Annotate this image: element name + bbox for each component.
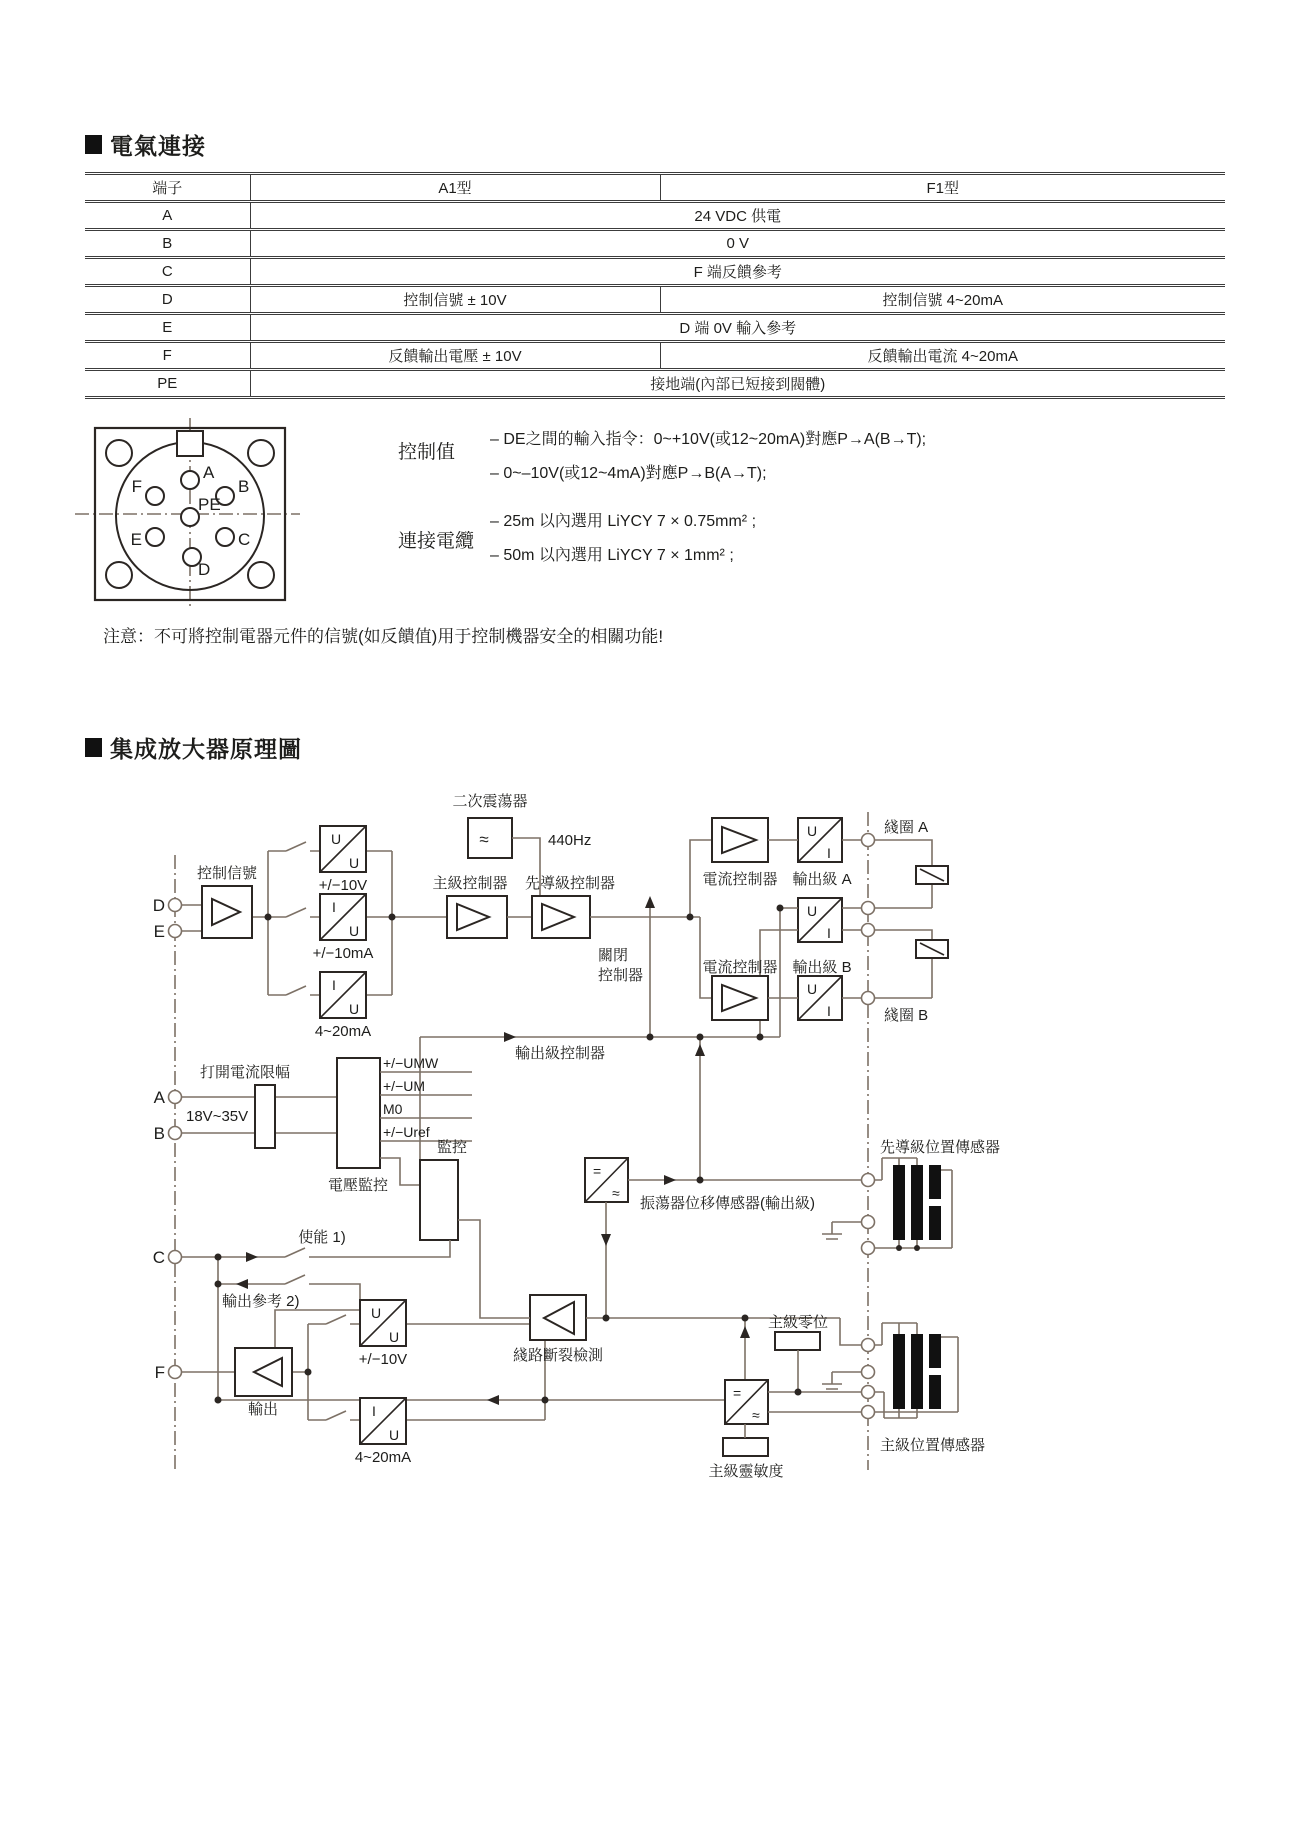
main-zero-label: 主級零位 <box>767 1314 829 1331</box>
block-letter: U <box>807 903 818 919</box>
block-letter: U <box>371 1305 382 1321</box>
block-letter: ≈ <box>612 1185 620 1201</box>
pin-label-a: A <box>203 463 215 482</box>
cell-terminal: C <box>85 258 250 286</box>
pin-label-d: D <box>198 560 211 579</box>
block-letter: U <box>807 823 818 839</box>
umw-label: +/−UMW <box>383 1055 439 1071</box>
connector-diagram <box>75 418 300 610</box>
oscillator-symbol: ≈ <box>479 830 489 849</box>
pilot-position-sensor-label: 先導級位置傳感器 <box>880 1139 1001 1156</box>
output-stage-a-label: 輸出級 A <box>792 871 852 888</box>
monitor-label: 監控 <box>436 1139 468 1156</box>
range-10v-label: +/−10V <box>318 877 368 894</box>
cell-terminal: F <box>85 342 250 370</box>
block-letter: I <box>372 1403 376 1419</box>
terminal-e-label: E <box>153 922 165 941</box>
coil-b-label: 綫圈 B <box>884 1007 929 1024</box>
supply-range-label: 18V~35V <box>186 1108 249 1125</box>
output-stage-controller-label: 輸出級控制器 <box>514 1045 606 1062</box>
pin-label-f: F <box>131 477 142 496</box>
output-ref-label: 輸出參考 2) <box>222 1293 300 1310</box>
cell-terminal: A <box>85 202 250 230</box>
uref-label: +/−Uref <box>383 1124 430 1140</box>
main-sensitivity-label: 主級靈敏度 <box>708 1463 784 1480</box>
m0-label: M0 <box>383 1101 403 1117</box>
cell-terminal: PE <box>85 370 250 398</box>
amplifier-schematic <box>153 792 1000 1480</box>
cable-item: – 25m 以內選用 LiYCY 7 × 0.75mm² ; <box>490 513 757 530</box>
output-label: 輸出 <box>247 1401 279 1418</box>
range-420ma-label: 4~20mA <box>314 1023 372 1040</box>
wire-break-label: 綫路斷裂檢測 <box>512 1347 604 1364</box>
osc-displacement-sensor-label: 振蕩器位移傳感器(輸出級) <box>640 1195 815 1212</box>
pilot-controller-label: 先導級控制器 <box>524 875 616 892</box>
block-letter: U <box>349 1001 360 1017</box>
block-letter: U <box>331 831 342 847</box>
col-header-terminal: 端子 <box>85 174 250 202</box>
section-title: 電氣連接 <box>110 133 206 159</box>
pin-label-e: E <box>130 530 142 549</box>
cell-value: 控制信號 ± 10V <box>250 286 660 314</box>
cell-value: F 端反饋參考 <box>250 258 1225 286</box>
cell-terminal: B <box>85 230 250 258</box>
section-title: 集成放大器原理圖 <box>110 736 302 762</box>
f-range-420ma-label: 4~20mA <box>354 1449 412 1466</box>
cell-value: 反饋輸出電壓 ± 10V <box>250 342 660 370</box>
block-letter: = <box>733 1385 742 1401</box>
output-stage-b-label: 輸出級 B <box>792 959 852 976</box>
coil-a-label: 綫圈 A <box>884 819 929 836</box>
block-letter: U <box>389 1427 400 1443</box>
block-letter: U <box>389 1329 400 1345</box>
cell-value: 反饋輸出電流 4~20mA <box>660 342 1225 370</box>
cell-value: 0 V <box>250 230 1225 258</box>
terminal-d-label: D <box>152 896 165 915</box>
terminal-c-label: C <box>152 1248 165 1267</box>
oscillator-frequency: 440Hz <box>548 832 592 849</box>
current-controller-a-label: 電流控制器 <box>702 871 778 888</box>
cell-value: D 端 0V 輸入參考 <box>250 314 1225 342</box>
block-letter: I <box>827 925 831 941</box>
pilot-lvdt-sensor-icon <box>893 1165 941 1240</box>
block-letter: U <box>349 923 360 939</box>
terminal-b-label: B <box>153 1124 165 1143</box>
block-letter: U <box>349 855 360 871</box>
cell-value: 接地端(內部已短接到閥體) <box>250 370 1225 398</box>
block-letter: I <box>332 899 336 915</box>
control-signal-label: 控制信號 <box>196 865 258 882</box>
enable-label: 使能 1) <box>298 1229 346 1246</box>
col-header-a1: A1型 <box>250 174 660 202</box>
shutdown-controller-label-1: 關閉 <box>598 947 629 964</box>
pin-label-c: C <box>238 530 251 549</box>
range-10ma-label: +/−10mA <box>312 945 374 962</box>
block-letter: = <box>593 1163 602 1179</box>
block-letter: U <box>807 981 818 997</box>
terminal-a-label: A <box>153 1088 165 1107</box>
shutdown-controller-label-2: 控制器 <box>598 967 644 984</box>
control-value-item: – 0~–10V(或12~4mA)對應P→B(A→T); <box>490 465 767 482</box>
cell-value: 24 VDC 供電 <box>250 202 1225 230</box>
block-letter: ≈ <box>752 1407 760 1423</box>
col-header-f1: F1型 <box>660 174 1225 202</box>
open-current-limit-label: 打開電流限幅 <box>199 1064 291 1081</box>
cable-item: – 50m 以內選用 LiYCY 7 × 1mm² ; <box>490 547 734 564</box>
cell-terminal: E <box>85 314 250 342</box>
main-lvdt-sensor-icon <box>893 1334 941 1409</box>
control-value-item: – DE之間的輸入指令：0~+10V(或12~20mA)對應P→A(B→T); <box>490 431 927 448</box>
um-label: +/−UM <box>383 1078 426 1094</box>
current-controller-b-label: 電流控制器 <box>702 959 778 976</box>
block-letter: I <box>827 1003 831 1019</box>
block-letter: I <box>827 845 831 861</box>
f-range-10v-label: +/−10V <box>358 1351 408 1368</box>
terminal-f-label: F <box>154 1363 165 1382</box>
oscillator-label: 二次震蕩器 <box>452 793 528 810</box>
cable-label: 連接電纜 <box>398 531 475 552</box>
control-value-label: 控制值 <box>398 442 456 463</box>
main-position-sensor-label: 主級位置傳感器 <box>880 1437 986 1454</box>
main-controller-label: 主級控制器 <box>432 875 508 892</box>
pin-label-b: B <box>238 477 250 496</box>
cell-value: 控制信號 4~20mA <box>660 286 1225 314</box>
voltage-monitor-label: 電壓監控 <box>327 1177 389 1194</box>
cell-terminal: D <box>85 286 250 314</box>
pin-label-pe: PE <box>198 495 221 514</box>
block-letter: I <box>332 977 336 993</box>
note-text: 注意：不可將控制電器元件的信號(如反饋值)用于控制機器安全的相關功能! <box>103 627 664 646</box>
